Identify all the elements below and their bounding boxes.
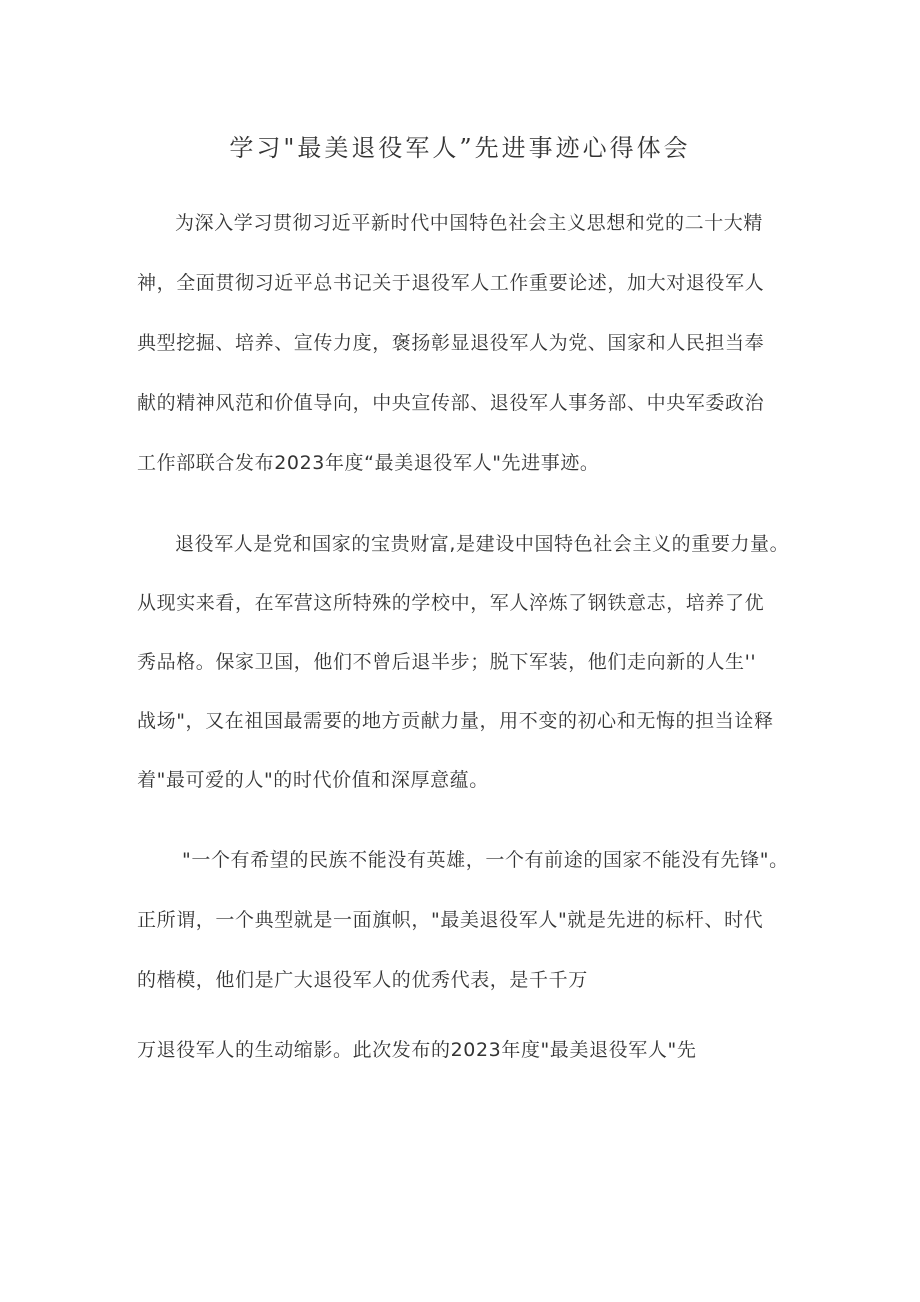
paragraph-1-line-1: 为深入学习贯彻习近平新时代中国特色社会主义思想和党的二十大精 [175,212,764,234]
paragraph-3-line-2: 正所谓，一个典型就是一面旗帜，"最美退役军人"就是先进的标杆、时代 [137,909,764,931]
paragraph-2-line-5: 着"最可爱的人"的时代价值和深厚意蕴。 [137,769,489,791]
paragraph-3-line-3: 的楷模，他们是广大退役军人的优秀代表，是千千万 [137,969,588,991]
paragraph-4-line-1: 万退役军人的生动缩影。此次发布的2023年度"最美退役军人"先 [137,1039,697,1061]
paragraph-2-line-1: 退役军人是党和国家的宝贵财富,是建设中国特色社会主义的重要力量。 [175,533,790,555]
paragraph-2-line-3: 秀品格。保家卫国，他们不曾后退半步；脱下军装，他们走向新的人生'' [137,651,757,673]
paragraph-3-line-1: "一个有希望的民族不能没有英雄，一个有前途的国家不能没有先锋"。 [182,849,789,871]
paragraph-1-line-3: 典型挖掘、培养、宣传力度，褒扬彰显退役军人为党、国家和人民担当奉 [137,332,765,354]
paragraph-1-line-5: 工作部联合发布2023年度“最美退役军人"先进事迹。 [137,452,600,474]
document-title: 学习"最美退役军人”先进事迹心得体会 [229,134,691,162]
paragraph-1-line-2: 神，全面贯彻习近平总书记关于退役军人工作重要论述，加大对退役军人 [137,272,765,294]
paragraph-2-line-2: 从现实来看，在军营这所特殊的学校中，军人淬炼了钢铁意志，培养了优 [137,592,765,614]
paragraph-1-line-4: 献的精神风范和价值导向，中央宣传部、退役军人事务部、中央军委政治 [137,392,765,414]
paragraph-2-line-4: 战场"，又在祖国最需要的地方贡献力量，用不变的初心和无悔的担当诠释 [137,710,774,732]
